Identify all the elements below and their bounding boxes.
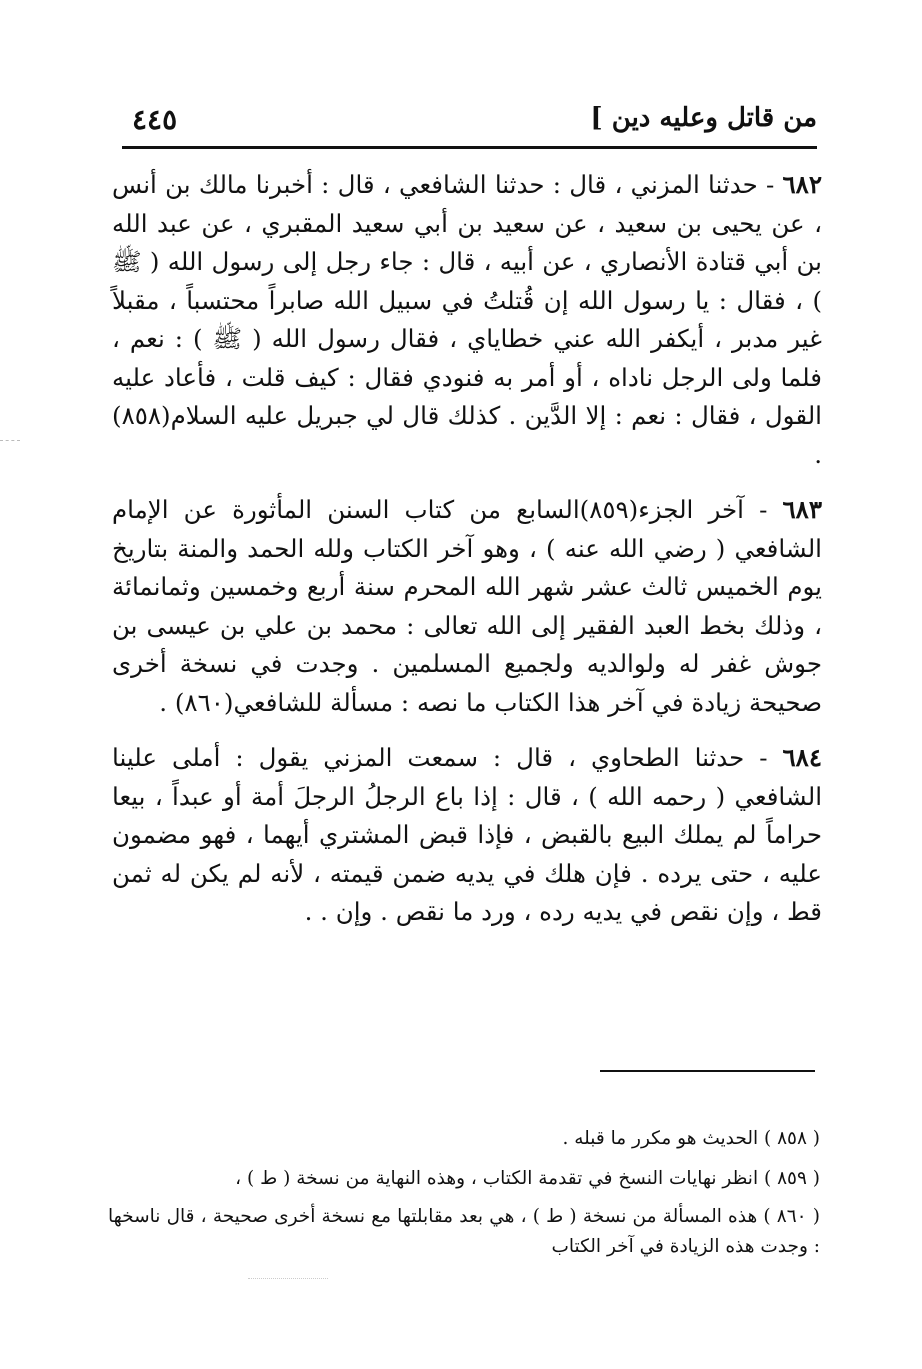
- hadith-paragraph: [112, 739, 822, 932]
- margin-mark: [0, 440, 20, 441]
- hadith-paragraph: [112, 166, 822, 474]
- footnotes: [108, 1122, 820, 1262]
- running-title: من قاتل وعليه دين ]: [590, 103, 817, 133]
- header-rule: [122, 146, 817, 149]
- page-header: [122, 95, 817, 145]
- hadith-number: ٦٨٤: [782, 743, 822, 772]
- footnote-859: ( ٨٥٩ ) انظر نهايات النسخ في تقدمة الكتاب ، وهذه النهاية من نسخة ( ط ) ،: [235, 1168, 820, 1189]
- hadith-number: ٦٨٣: [782, 495, 822, 524]
- footnote-860: ( ٨٦٠ ) هذه المسألة من نسخة ( ط ) ، هي بعد مقابلتها مع نسخة أخرى صحيحة ، قال ناسخها : وجدت هذه الزيادة في آخر الكتاب: [108, 1206, 820, 1257]
- page-number: ٤٤٥: [132, 103, 178, 136]
- hadith-text: - حدثنا المزني ، قال : حدثنا الشافعي ، قال : أخبرنا مالك بن أنس ، عن يحيى بن سعيد ، عن سعيد بن أبي سعيد المقبري ، عن عبد الله بن أبي قتادة الأنصاري ، عن أبيه ، قال : جاء رجل إلى رسول الله ( ﷺ ) ، فقال : يا رسول الله إن قُتلتُ في سبيل الله صابراً محتسباً ، مقبلاً غير مدبر ، أيكفر الله عني خطاياي ، فقال رسول الله ( ﷺ ) : نعم ، فلما ولى الرجل ناداه ، أو أمر به فنودي فقال : كيف قلت ، فأعاد عليه القول ، فقال : نعم : إلا الدَّين . كذلك قال لي جبريل عليه السلام(٨٥٨) .: [112, 170, 822, 469]
- hadith-number: ٦٨٢: [782, 170, 822, 199]
- hadith-paragraph: [112, 491, 822, 722]
- footnote-858: ( ٨٥٨ ) الحديث هو مكرر ما قبله .: [562, 1128, 820, 1149]
- hadith-text: - حدثنا الطحاوي ، قال : سمعت المزني يقول : أملى علينا الشافعي ( رحمه الله ) ، قال : إذا باع الرجلُ الرجلَ أمة أو عبداً ، بيعا حراماً لم يملك البيع بالقبض ، فإذا قبض المشتري أيهما ، فهو مضمون عليه ، حتى يرده . فإن هلك في يديه ضمن قيمته ، لأنه لم يكن له ثمن قط ، وإن نقص في يديه رده ، ورد ما نقص . وإن . .: [112, 743, 822, 926]
- footnote-separator: [600, 1070, 815, 1072]
- main-text: [112, 166, 822, 949]
- hadith-text: - آخر الجزء(٨٥٩)السابع من كتاب السنن المأثورة عن الإمام الشافعي ( رضي الله عنه ) ، وهو آخر الكتاب ولله الحمد والمنة بتاريخ يوم الخميس ثالث عشر شهر الله المحرم سنة أربع وخمسين وثمانمائة ، وذلك بخط العبد الفقير إلى الله تعالى : محمد بن علي بن عيسى بن جوش غفر له ولوالديه ولجميع المسلمين . وجدت في نسخة أخرى صحيحة زيادة في آخر هذا الكتاب ما نصه : مسألة للشافعي(٨٦٠) .: [112, 495, 822, 717]
- scan-smudge: [248, 1278, 328, 1279]
